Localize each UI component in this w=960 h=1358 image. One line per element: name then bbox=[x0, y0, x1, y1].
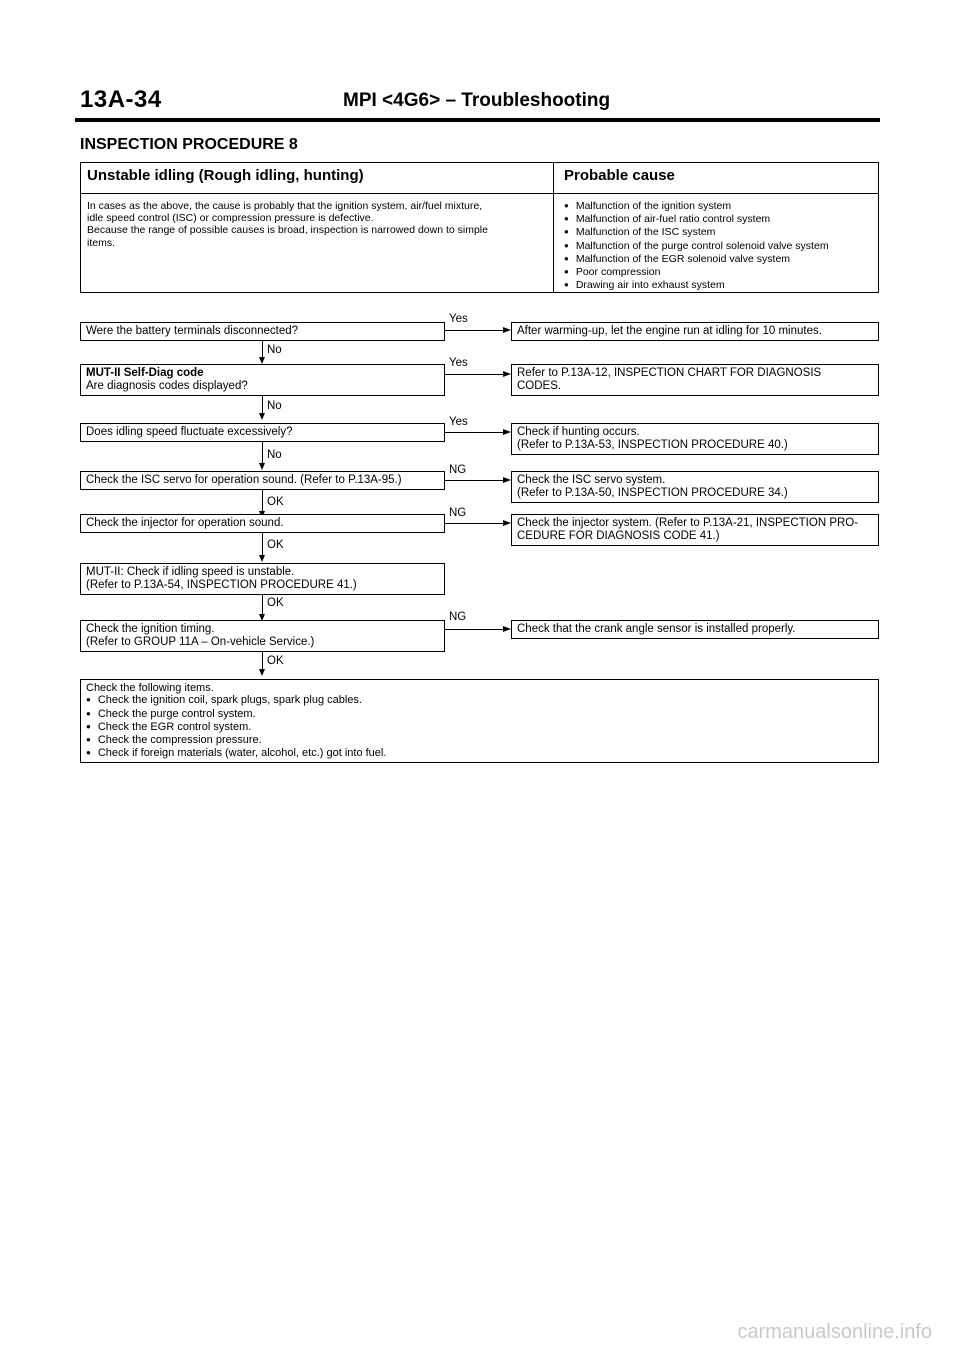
connector-line bbox=[262, 652, 263, 669]
connector-line bbox=[262, 490, 263, 511]
procedure-title: INSPECTION PROCEDURE 8 bbox=[80, 136, 298, 153]
result-line: CEDURE FOR DIAGNOSIS CODE 41.) bbox=[517, 530, 720, 542]
connector-line bbox=[262, 442, 263, 463]
branch-label-yes: Yes bbox=[449, 357, 468, 369]
final-item: ● Check if foreign materials (water, alcohol, etc.) got into fuel. bbox=[86, 747, 873, 760]
arrow-down-icon bbox=[259, 669, 265, 676]
page-title: MPI <4G6> – Troubleshooting bbox=[343, 90, 611, 111]
table-header-divider bbox=[80, 193, 879, 194]
branch-label-no: No bbox=[267, 400, 282, 412]
branch-label-ok: OK bbox=[267, 655, 284, 667]
result-line: (Refer to P.13A-50, INSPECTION PROCEDURE 34.) bbox=[517, 487, 788, 499]
description-line: items. bbox=[87, 236, 116, 249]
result-hunting bbox=[511, 423, 879, 455]
arrow-right-icon bbox=[503, 371, 511, 377]
cause-item: ● Malfunction of air-fuel ratio control system bbox=[564, 213, 829, 226]
connector-line bbox=[262, 595, 263, 614]
step-ignition-timing bbox=[80, 620, 445, 652]
step-battery-disconnected: Were the battery terminals disconnected? bbox=[80, 322, 445, 341]
final-item: ● Check the ignition coil, spark plugs, spark plug cables. bbox=[86, 694, 873, 707]
final-item: ● Check the EGR control system. bbox=[86, 721, 873, 734]
connector-line bbox=[445, 629, 503, 630]
symptom-heading: Unstable idling (Rough idling, hunting) bbox=[87, 167, 364, 184]
connector-line bbox=[445, 432, 503, 433]
connector-line bbox=[445, 480, 503, 481]
final-item: ● Check the purge control system. bbox=[86, 708, 873, 721]
arrow-down-icon bbox=[259, 555, 265, 562]
step-line: (Refer to P.13A-54, INSPECTION PROCEDURE 41.) bbox=[86, 579, 357, 591]
final-check-items bbox=[80, 679, 879, 763]
result-crank-angle-sensor: Check that the crank angle sensor is installed properly. bbox=[511, 620, 879, 639]
connector-line bbox=[262, 533, 263, 555]
description-line: Because the range of possible causes is broad, inspection is narrowed down to simple bbox=[87, 224, 488, 237]
cause-item: ● Drawing air into exhaust system bbox=[564, 279, 829, 292]
arrow-down-icon bbox=[259, 463, 265, 470]
branch-label-ok: OK bbox=[267, 597, 284, 609]
description-line: idle speed control (ISC) or compression pressure is defective. bbox=[87, 212, 374, 225]
step-self-diag-code bbox=[80, 364, 445, 396]
step-idling-fluctuate: Does idling speed fluctuate excessively? bbox=[80, 423, 445, 442]
branch-label-yes: Yes bbox=[449, 416, 468, 428]
description-line: In cases as the above, the cause is probably that the ignition system, air/fuel mixture, bbox=[87, 200, 483, 212]
arrow-right-icon bbox=[503, 327, 511, 333]
table-column-divider bbox=[553, 162, 554, 293]
result-line: Refer to P.13A-12, INSPECTION CHART FOR DIAGNOSIS bbox=[517, 367, 822, 379]
connector-line bbox=[262, 396, 263, 413]
header-rule bbox=[75, 118, 880, 122]
cause-item: ● Malfunction of the ignition system bbox=[564, 200, 829, 213]
arrow-down-icon bbox=[259, 357, 265, 364]
arrow-right-icon bbox=[503, 429, 511, 435]
connector-line bbox=[445, 374, 503, 375]
branch-label-ok: OK bbox=[267, 539, 284, 551]
cause-heading: Probable cause bbox=[564, 167, 675, 184]
watermark: carmanualsonline.info bbox=[737, 1321, 932, 1343]
step-injector-sound: Check the injector for operation sound. bbox=[80, 514, 445, 533]
result-warm-up-idle: After warming-up, let the engine run at idling for 10 minutes. bbox=[511, 322, 879, 341]
branch-label-ok: OK bbox=[267, 496, 284, 508]
branch-label-ng: NG bbox=[449, 611, 467, 623]
step-isc-servo-sound: Check the ISC servo for operation sound. (Refer to P.13A-95.) bbox=[80, 471, 445, 490]
self-diag-title: MUT-II Self-Diag code bbox=[86, 367, 204, 379]
branch-label-no: No bbox=[267, 344, 282, 356]
arrow-right-icon bbox=[503, 626, 511, 632]
branch-label-ng: NG bbox=[449, 507, 467, 519]
self-diag-question: Are diagnosis codes displayed? bbox=[86, 380, 248, 392]
connector-line bbox=[445, 330, 503, 331]
branch-label-no: No bbox=[267, 449, 282, 461]
symptom-description bbox=[87, 200, 488, 249]
result-line: (Refer to P.13A-53, INSPECTION PROCEDURE 40.) bbox=[517, 439, 788, 451]
result-injector-system bbox=[511, 514, 879, 546]
cause-item: ● Malfunction of the purge control solenoid valve system bbox=[564, 240, 829, 253]
branch-label-ng: NG bbox=[449, 464, 467, 476]
result-diagnosis-chart bbox=[511, 364, 879, 396]
cause-item: ● Malfunction of the EGR solenoid valve system bbox=[564, 253, 829, 266]
result-line: Check if hunting occurs. bbox=[517, 426, 640, 438]
arrow-down-icon bbox=[259, 413, 265, 420]
step-line: (Refer to GROUP 11A – On-vehicle Service.) bbox=[86, 636, 315, 648]
final-item: ● Check the compression pressure. bbox=[86, 734, 873, 747]
page-number: 13A-34 bbox=[80, 86, 162, 113]
branch-label-yes: Yes bbox=[449, 313, 468, 325]
arrow-right-icon bbox=[503, 520, 511, 526]
connector-line bbox=[262, 341, 263, 357]
step-line: Check the ignition timing. bbox=[86, 623, 215, 635]
step-line: MUT-II: Check if idling speed is unstable. bbox=[86, 566, 295, 578]
step-mut-idling-unstable bbox=[80, 563, 445, 595]
final-heading: Check the following items. bbox=[86, 682, 214, 694]
result-line: Check the injector system. (Refer to P.13A-21, INSPECTION PRO- bbox=[517, 517, 859, 529]
arrow-right-icon bbox=[503, 477, 511, 483]
connector-line bbox=[445, 523, 503, 524]
cause-item: ● Poor compression bbox=[564, 266, 829, 279]
result-isc-servo-system bbox=[511, 471, 879, 503]
result-line: Check the ISC servo system. bbox=[517, 474, 666, 486]
cause-list bbox=[564, 200, 829, 292]
cause-item: ● Malfunction of the ISC system bbox=[564, 226, 829, 239]
result-line: CODES. bbox=[517, 380, 562, 392]
